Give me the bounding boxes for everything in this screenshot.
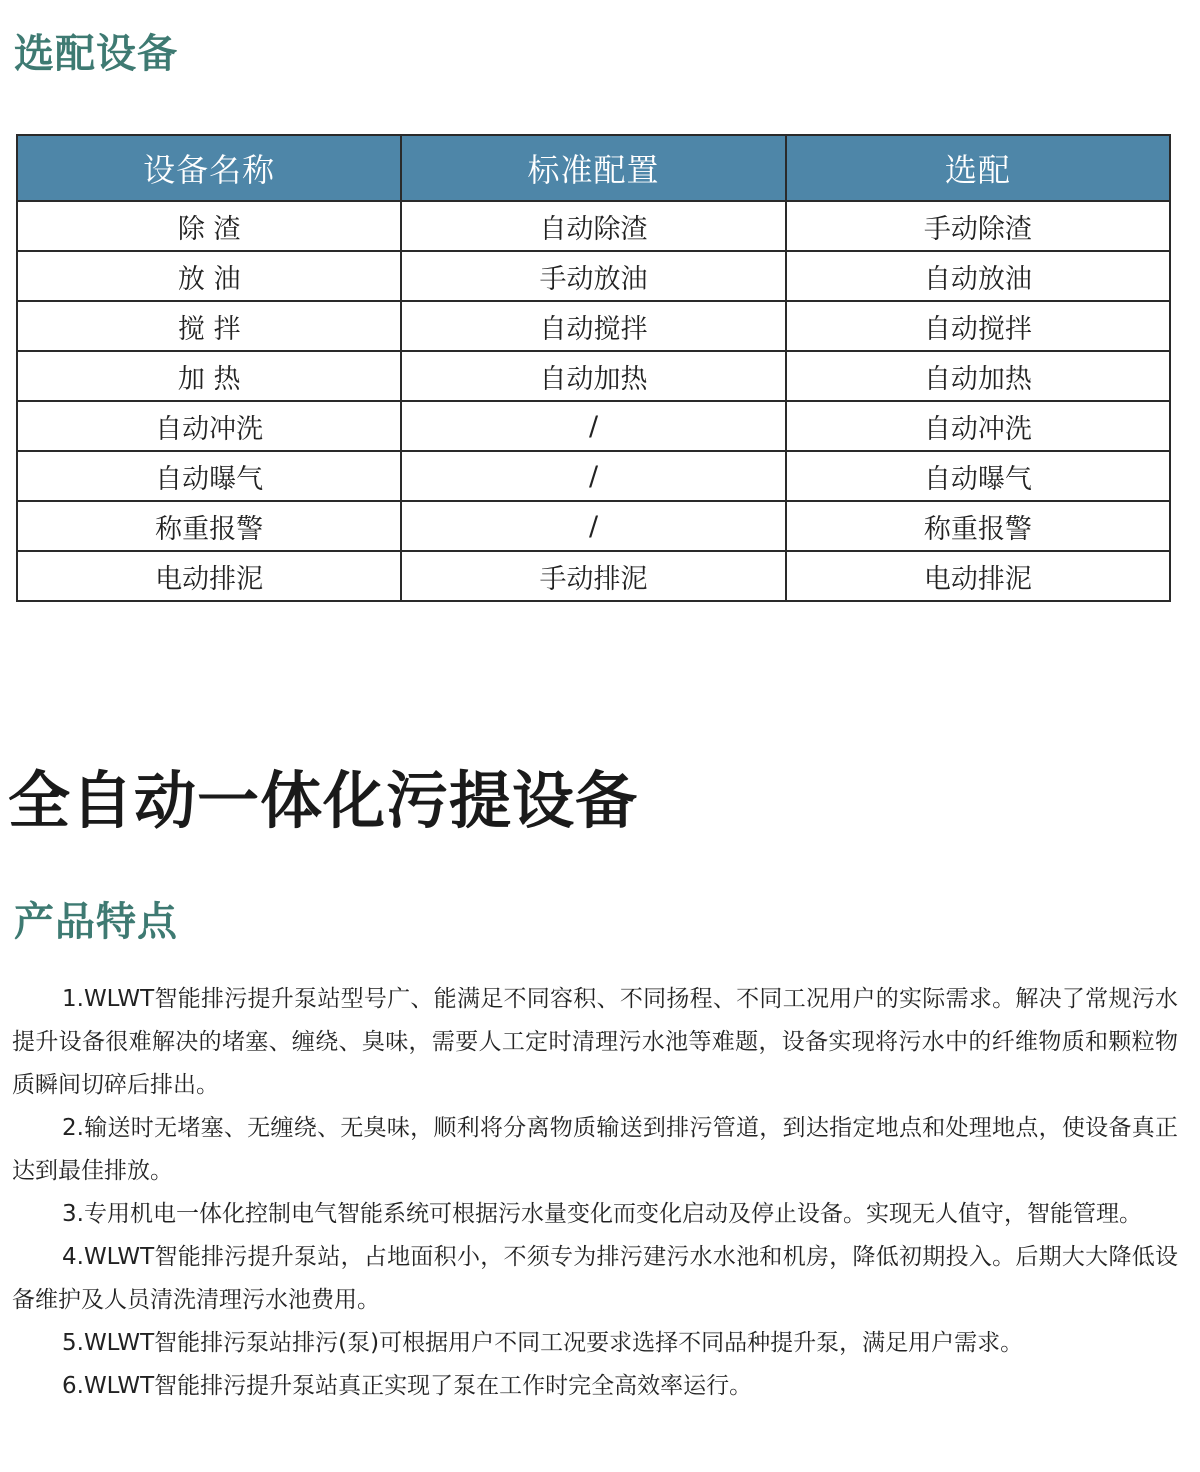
optional-config-cell: 自动曝气: [786, 451, 1170, 501]
equipment-name-cell: 除 渣: [17, 201, 401, 251]
optional-config-cell: 自动加热: [786, 351, 1170, 401]
optional-config-cell: 自动冲洗: [786, 401, 1170, 451]
standard-config-cell: /: [401, 451, 785, 501]
equipment-options-table: [16, 134, 1171, 602]
optional-config-cell: 自动搅拌: [786, 301, 1170, 351]
equipment-name-cell: 放 油: [17, 251, 401, 301]
table-row: [17, 301, 1170, 351]
standard-config-cell: 手动放油: [401, 251, 785, 301]
table-row: [17, 201, 1170, 251]
feature-item: 5.WLWT智能排污泵站排污(泵)可根据用户不同工况要求选择不同品种提升泵，满足用户需求。: [62, 1330, 1024, 1356]
table-row: [17, 251, 1170, 301]
feature-item: 1.WLWT智能排污提升泵站型号广、能满足不同容积、不同扬程、不同工况用户的实际需求。解决了常规污水提升设备很难解决的堵塞、缠绕、臭味，需要人工定时清理污水池等难题，设备实现将污水中的纤维物质和颗粒物质瞬间切碎后排出。: [12, 986, 1178, 1098]
standard-config-cell: /: [401, 501, 785, 551]
feature-item: 6.WLWT智能排污提升泵站真正实现了泵在工作时完全高效率运行。: [62, 1373, 753, 1399]
standard-config-cell: 自动加热: [401, 351, 785, 401]
optional-config-cell: 手动除渣: [786, 201, 1170, 251]
equipment-name-cell: 称重报警: [17, 501, 401, 551]
standard-config-cell: 自动搅拌: [401, 301, 785, 351]
standard-config-cell: /: [401, 401, 785, 451]
header-standard-config: 标准配置: [401, 135, 785, 201]
feature-item: 2.输送时无堵塞、无缠绕、无臭味，顺利将分离物质输送到排污管道，到达指定地点和处理地点，使设备真正达到最佳排放。: [12, 1115, 1178, 1184]
table-row: [17, 351, 1170, 401]
feature-item: 4.WLWT智能排污提升泵站，占地面积小，不须专为排污建污水水池和机房，降低初期投入。后期大大降低设备维护及人员清洗清理污水池费用。: [12, 1244, 1178, 1313]
feature-item: 3.专用机电一体化控制电气智能系统可根据污水量变化而变化启动及停止设备。实现无人值守，智能管理。: [62, 1201, 1142, 1227]
features-list: [12, 978, 1178, 1408]
equipment-name-cell: 搅 拌: [17, 301, 401, 351]
equipment-name-cell: 自动冲洗: [17, 401, 401, 451]
equipment-name-cell: 加 热: [17, 351, 401, 401]
table-header-row: [17, 135, 1170, 201]
standard-config-cell: 自动除渣: [401, 201, 785, 251]
equipment-name-cell: 电动排泥: [17, 551, 401, 601]
table-row: [17, 551, 1170, 601]
optional-config-cell: 称重报警: [786, 501, 1170, 551]
equipment-name-cell: 自动曝气: [17, 451, 401, 501]
header-equipment-name: 设备名称: [17, 135, 401, 201]
optional-config-cell: 电动排泥: [786, 551, 1170, 601]
table-row: [17, 451, 1170, 501]
optional-config-cell: 自动放油: [786, 251, 1170, 301]
options-section-title: 选配设备: [14, 31, 178, 77]
features-section-title: 产品特点: [14, 899, 178, 945]
table-row: [17, 501, 1170, 551]
standard-config-cell: 手动排泥: [401, 551, 785, 601]
header-optional-config: 选配: [786, 135, 1170, 201]
table-row: [17, 401, 1170, 451]
product-main-title: 全自动一体化污提设备: [8, 764, 639, 837]
